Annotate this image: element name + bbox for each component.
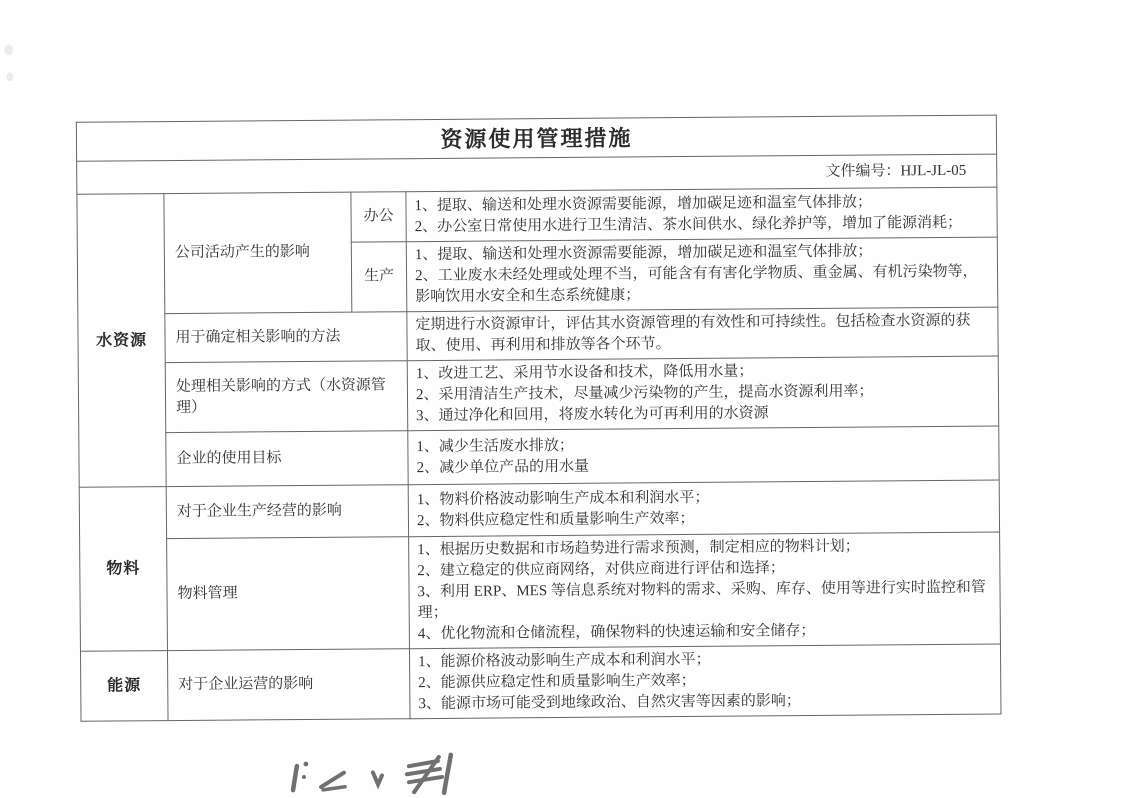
row-label: 企业的使用目标 [166, 431, 408, 487]
content-line: 1、减少生活废水排放； [416, 437, 574, 455]
content-line: 3、通过净化和回用，将废水转化为可再利用的水资源 [416, 405, 769, 425]
content-cell [408, 480, 999, 537]
resource-table [76, 115, 1002, 722]
content-line: 2、采用清洁生产技术，尽量减少污染物的产生，提高水资源利用率； [415, 383, 874, 404]
content-cell [407, 356, 999, 431]
content-line: 1、提取、输送和处理水资源需要能源，增加碳足迹和温室气体排放； [414, 243, 873, 264]
handwriting-artifact [281, 746, 471, 796]
row-label: 用于确定相关影响的方法 [165, 312, 407, 363]
sub-label-office: 办公 [351, 192, 406, 242]
row-label: 物料管理 [167, 537, 410, 651]
table-row [79, 480, 999, 539]
row-label: 处理相关影响的方式（水资源管理） [165, 361, 408, 433]
content-line: 2、能源供应稳定性和质量影响生产效率； [418, 672, 696, 692]
table-row [78, 356, 999, 433]
doc-number: 文件编号：HJL-JL-05 [77, 154, 997, 194]
content-line: 1、提取、输送和处理水资源需要能源，增加碳足迹和温室气体排放； [414, 194, 873, 214]
content-line: 1、物料价格波动影响生产成本和利润水平； [416, 489, 710, 508]
table-row [79, 426, 999, 487]
scan-speck [4, 44, 13, 55]
content-cell [407, 307, 998, 361]
sub-label-production: 生产 [351, 242, 407, 312]
content-line: 2、办公室日常使用水进行卫生清洁、茶水间供水、绿化养护等，增加了能源消耗； [414, 214, 963, 235]
scan-speck [6, 72, 13, 81]
content-line: 1、能源价格波动影响生产成本和利润水平； [418, 651, 711, 671]
content-cell [408, 426, 999, 485]
content-line: 2、减少单位产品的用水量 [416, 458, 590, 476]
table-row [77, 187, 997, 244]
table-row [78, 307, 998, 363]
category-cell-energy: 能源 [80, 651, 168, 722]
content-line: 2、工业废水未经处理或处理不当，可能含有有害化学物质、重金属、有机污染物等，影响饮用水安全和生态系统健康； [414, 263, 978, 306]
content-cell [406, 187, 997, 242]
content-cell [409, 644, 1001, 719]
content-line: 1、根据历史数据和市场趋势进行需求预测，制定相应的物料计划； [417, 538, 860, 559]
row-label: 对于企业生产经营的影响 [166, 485, 408, 539]
content-line: 1、改进工艺、采用节水设备和技术，降低用水量； [415, 363, 754, 383]
content-line: 定期进行水资源审计，评估其水资源管理的有效性和可持续性。包括检查水资源的获取、使用、再利用和排放等各个环节。 [415, 312, 971, 355]
content-cell [406, 237, 998, 312]
category-cell-material: 物料 [79, 487, 167, 652]
row-label: 公司活动产生的影响 [164, 192, 352, 313]
content-line: 3、利用 ERP、MES 等信息系统对物料的需求、采购、库存、使用等进行实时监控和管理； [417, 579, 986, 622]
content-line: 3、能源市场可能受到地缘政治、自然灾害等因素的影响； [418, 693, 801, 713]
table-row [80, 532, 1001, 651]
page-title: 资源使用管理措施 [76, 115, 996, 161]
category-cell-water: 水资源 [77, 194, 166, 488]
row-label: 对于企业运营的影响 [167, 649, 410, 721]
content-line: 2、物料供应稳定性和质量影响生产效率； [416, 510, 695, 529]
content-line: 2、建立稳定的供应商网络，对供应商进行评估和选择； [417, 560, 785, 580]
content-line: 4、优化物流和仓储流程，确保物料的快速运输和安全储存； [417, 623, 816, 643]
table-row [80, 644, 1001, 721]
content-cell [409, 532, 1001, 649]
